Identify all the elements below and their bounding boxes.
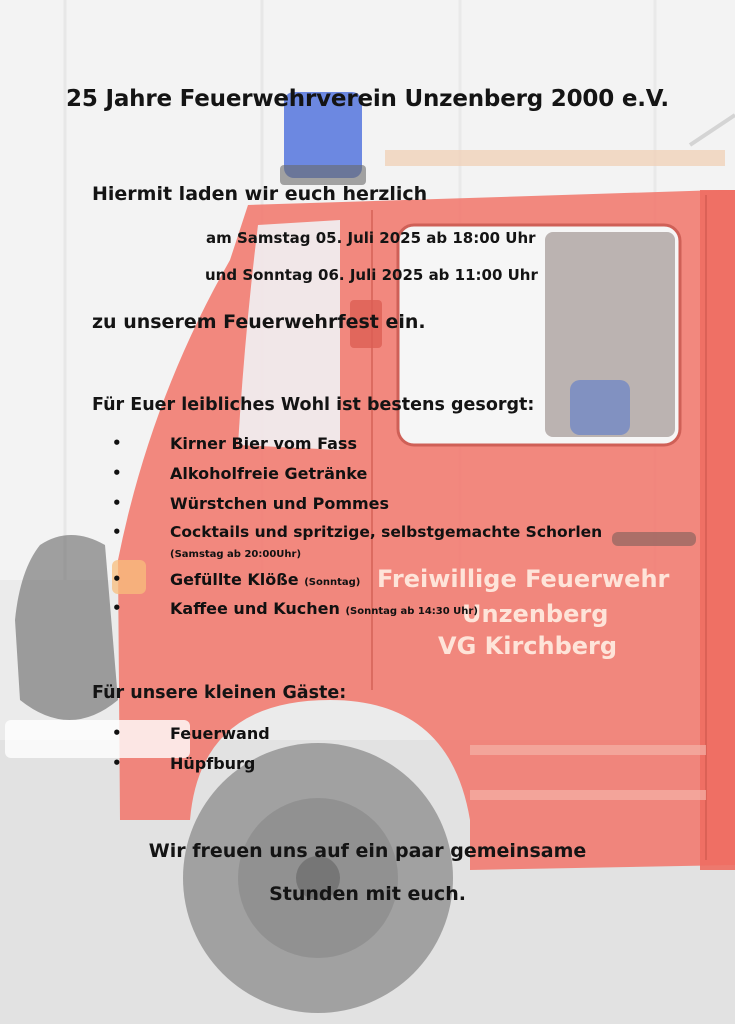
bullet: • — [112, 754, 122, 772]
invitation-end-line: zu unserem Feuerwehrfest ein. — [92, 311, 426, 333]
list-item: Gefüllte Klöße (Sonntag) — [170, 570, 361, 589]
bullet: • — [112, 434, 122, 452]
kids-heading: Für unsere kleinen Gäste: — [92, 683, 347, 703]
list-item: Hüpfburg — [170, 754, 256, 773]
list-item: Cocktails und spritzige, selbstgemachte Schorlen — [170, 523, 603, 541]
closing-line-1: Wir freuen uns auf ein paar gemeinsame — [148, 840, 587, 862]
cocktail-time-note: (Samstag ab 20:00Uhr) — [170, 549, 302, 560]
bullet: • — [112, 724, 122, 742]
date-sunday: und Sonntag 06. Juli 2025 ab 11:00 Uhr — [205, 266, 538, 284]
list-item: Alkoholfreie Getränke — [170, 464, 368, 483]
list-item: Kaffee und Kuchen (Sonntag ab 14:30 Uhr) — [170, 599, 478, 618]
truck-lettering-line-3: VG Kirchberg — [438, 632, 618, 660]
list-item: Feuerwand — [170, 724, 270, 743]
bullet: • — [112, 464, 122, 482]
truck-lettering-line-2: Unzenberg — [462, 600, 609, 628]
bullet: • — [112, 494, 122, 512]
flyer-title: 25 Jahre Feuerwehrverein Unzenberg 2000 e.V. — [66, 86, 669, 112]
list-item: Kirner Bier vom Fass — [170, 434, 357, 453]
list-item: Würstchen und Pommes — [170, 494, 390, 513]
date-saturday: am Samstag 05. Juli 2025 ab 18:00 Uhr — [206, 229, 536, 247]
closing-line-2: Stunden mit euch. — [269, 883, 466, 905]
food-heading: Für Euer leibliches Wohl ist bestens gesorgt: — [92, 395, 535, 415]
truck-lettering-line-1: Freiwillige Feuerwehr — [377, 565, 670, 593]
bullet: • — [112, 599, 122, 617]
bullet: • — [112, 570, 122, 588]
bullet: • — [112, 523, 122, 541]
invitation-line: Hiermit laden wir euch herzlich — [92, 183, 428, 205]
